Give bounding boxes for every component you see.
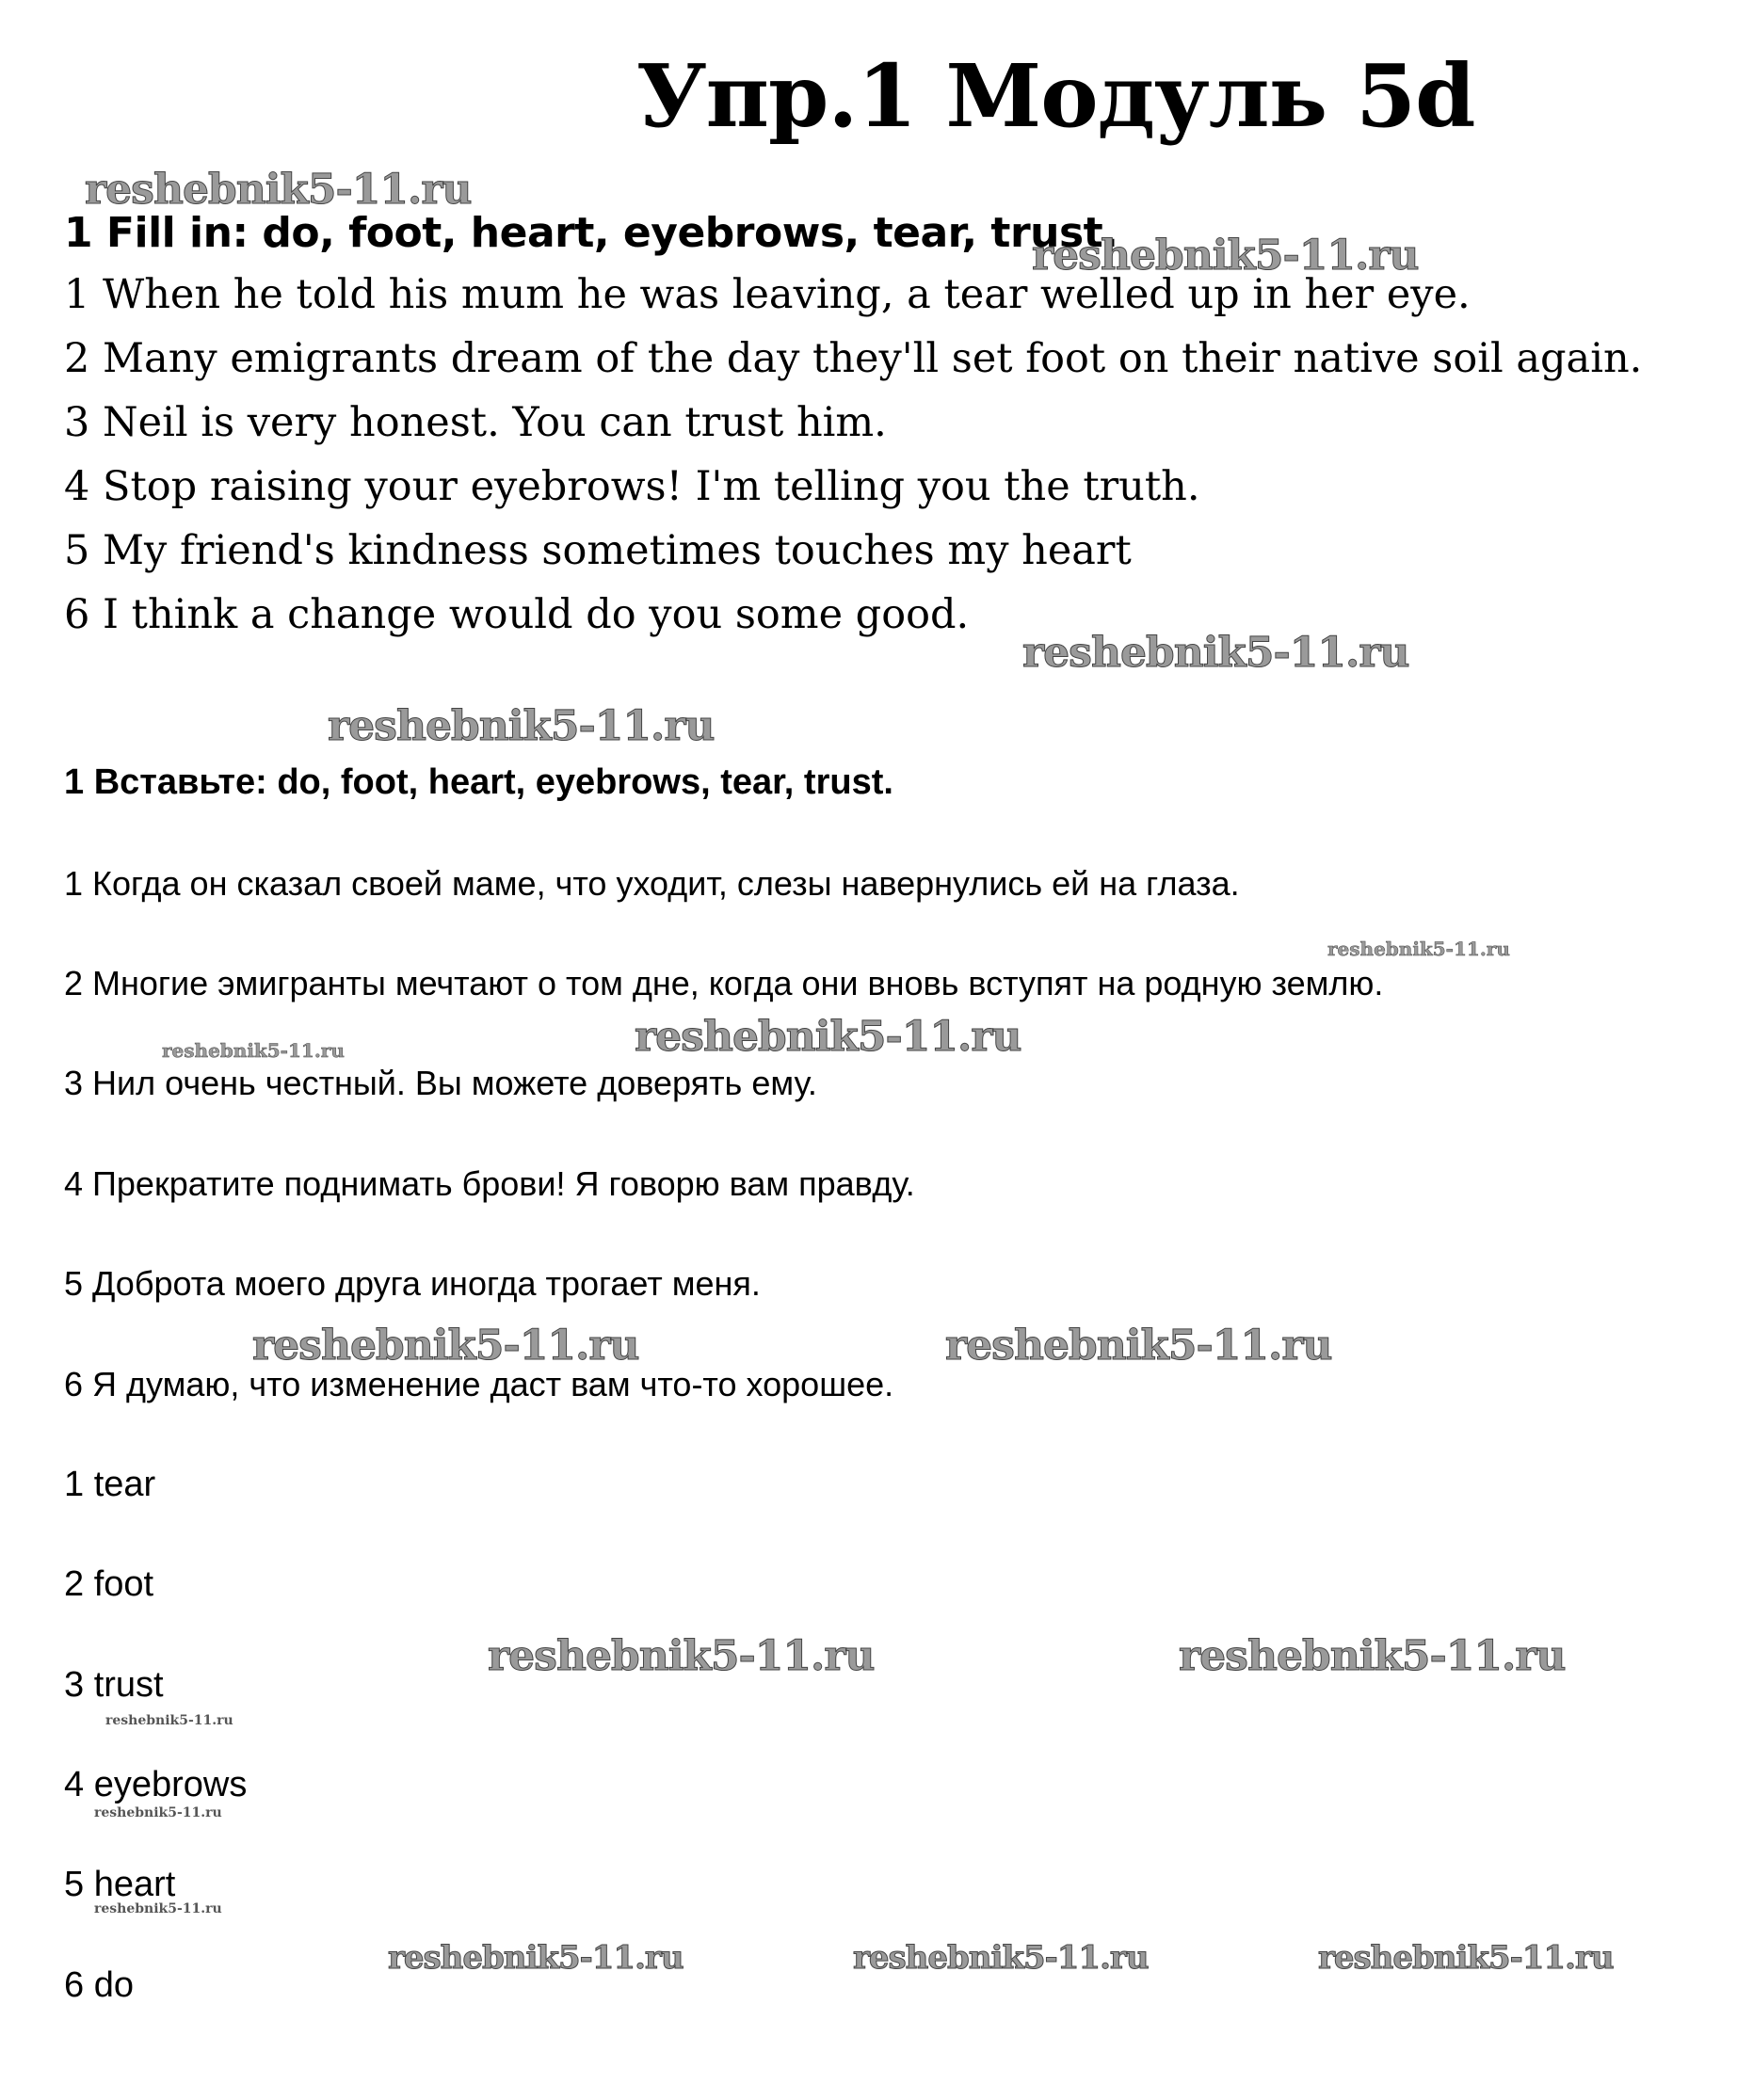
answer-4: 4 eyebrows xyxy=(64,1765,248,1804)
english-sentence-6: 6 I think a change would do you some good. xyxy=(64,591,970,638)
watermark: reshebnik5-11.ru xyxy=(162,1039,345,1062)
watermark: reshebnik5-11.ru xyxy=(853,1939,1149,1977)
watermark: reshebnik5-11.ru xyxy=(1032,232,1419,280)
english-sentence-1: 1 When he told his mum he was leaving, a tear welled up in her eye. xyxy=(64,271,1471,318)
watermark: reshebnik5-11.ru xyxy=(252,1322,639,1370)
russian-sentence-5: 5 Доброта моего друга иногда трогает меня. xyxy=(64,1264,761,1303)
watermark: reshebnik5-11.ru xyxy=(1327,938,1510,960)
russian-sentence-1: 1 Когда он сказал своей маме, что уходит, слезы навернулись ей на глаза. xyxy=(64,864,1240,903)
watermark: reshebnik5-11.ru xyxy=(85,166,472,214)
watermark: reshebnik5-11.ru xyxy=(1179,1632,1566,1680)
watermark: reshebnik5-11.ru xyxy=(328,702,715,750)
russian-sentence-4: 4 Прекратите поднимать брови! Я говорю вам правду. xyxy=(64,1164,915,1203)
watermark: reshebnik5-11.ru xyxy=(488,1632,875,1680)
answer-1: 1 tear xyxy=(64,1465,156,1504)
answer-3: 3 trust xyxy=(64,1665,164,1705)
watermark: reshebnik5-11.ru xyxy=(388,1939,684,1977)
page-title: Упр.1 Модуль 5d xyxy=(636,45,1475,147)
english-sentence-5: 5 My friend's kindness sometimes touches my heart xyxy=(64,527,1132,574)
watermark: reshebnik5-11.ru xyxy=(105,1713,233,1728)
exercise-heading-russian: 1 Вставьте: do, foot, heart, eyebrows, tear, trust. xyxy=(64,762,893,802)
watermark: reshebnik5-11.ru xyxy=(94,1805,222,1820)
watermark: reshebnik5-11.ru xyxy=(945,1322,1332,1370)
watermark: reshebnik5-11.ru xyxy=(94,1901,222,1916)
answer-6: 6 do xyxy=(64,1965,134,2005)
answer-2: 2 foot xyxy=(64,1564,154,1604)
exercise-heading-english: 1 Fill in: do, foot, heart, eyebrows, tear, trust. xyxy=(64,209,1118,257)
answer-5: 5 heart xyxy=(64,1865,176,1904)
russian-sentence-3: 3 Нил очень честный. Вы можете доверять ему. xyxy=(64,1064,817,1102)
watermark: reshebnik5-11.ru xyxy=(635,1013,1021,1061)
watermark: reshebnik5-11.ru xyxy=(1022,629,1409,677)
english-sentence-2: 2 Many emigrants dream of the day they'll set foot on their native soil again. xyxy=(64,335,1643,382)
russian-sentence-2: 2 Многие эмигранты мечтают о том дне, когда они вновь вступят на родную землю. xyxy=(64,964,1384,1002)
english-sentence-4: 4 Stop raising your eyebrows! I'm telling you the truth. xyxy=(64,463,1200,510)
english-sentence-3: 3 Neil is very honest. You can trust him. xyxy=(64,399,887,446)
watermark: reshebnik5-11.ru xyxy=(1318,1939,1614,1977)
russian-sentence-6: 6 Я думаю, что изменение даст вам что-то хорошее. xyxy=(64,1365,894,1403)
